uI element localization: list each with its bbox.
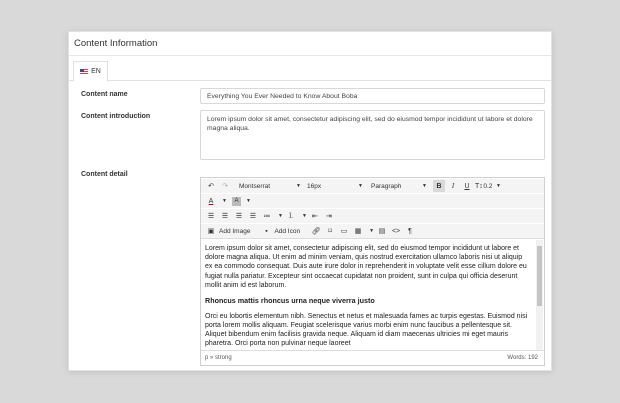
language-tabs xyxy=(69,56,551,81)
word-count: Words: 192 xyxy=(507,355,538,361)
editor-paragraph-2: Orci eu lobortis elementum nibh. Senectus et netus et malesuada fames ac turpis egestas. Euismod nisi porta lorem mollis aliquam. Feugiat scelerisque varius morbi enim nunc faucibus a pellentesque sit. Aliquet bibendum enim facilisis gravida neque. Aliquam id diam maecenas ultricies mi eget mauris pharetra. Orci porta non pulvinar neque laoreet xyxy=(205,312,528,348)
tab-en-label: EN xyxy=(91,68,101,75)
editor-toolbar-row-2 xyxy=(201,194,544,208)
chevron-down-icon[interactable]: ▼ xyxy=(278,213,283,219)
content-introduction-textarea[interactable]: Lorem ipsum dolor sit amet, consectetur adipiscing elit, sed do eiusmod tempor incididunt ut labore et dolore magna aliqua. xyxy=(200,110,545,160)
font-family-select[interactable] xyxy=(239,180,301,192)
text-color-icon[interactable]: A xyxy=(208,197,214,205)
bold-button[interactable]: B xyxy=(433,180,445,192)
bookmark-icon[interactable]: ⌑ xyxy=(328,228,332,235)
media-icon[interactable]: ▭ xyxy=(340,228,348,235)
link-icon[interactable]: 🔗︎ xyxy=(311,228,321,235)
underline-button[interactable]: U xyxy=(464,182,470,190)
align-justify-icon[interactable]: ☰ xyxy=(249,213,257,220)
card-title: Content Information xyxy=(69,32,551,56)
background-color-icon[interactable]: A xyxy=(232,197,241,206)
bullet-list-icon[interactable]: ≔ xyxy=(263,213,271,220)
content-introduction-label: Content introduction xyxy=(81,113,151,120)
editor-scrollbar-thumb[interactable] xyxy=(537,246,542,306)
chevron-down-icon[interactable]: ▼ xyxy=(301,213,307,219)
content-detail-label: Content detail xyxy=(81,171,128,178)
editor-paragraph-1: Lorem ipsum dolor sit amet, consectetur adipiscing elit, sed do eiusmod tempor incididunt ut labore et dolore magna aliqua. Ut enim ad minim veniam, quis nostrud exercitation ullamco laboris nisi ut aliquip ex ea commodo consequat. Duis aute irure dolor in reprehenderit in voluptate velit esse cillum dolore eu fugiat nulla pariatur. Excepteur sint occaecat cupidatat non proident, sunt in culpa qui officia deserunt mollit anim id est laborum. xyxy=(205,245,527,289)
image-icon: ▣ xyxy=(207,228,215,235)
chevron-down-icon[interactable]: ▼ xyxy=(222,198,227,204)
editor-toolbar-row-1 xyxy=(201,179,544,193)
indent-icon[interactable]: ⇥ xyxy=(325,213,332,220)
outdent-icon[interactable]: ⇤ xyxy=(311,213,318,220)
content-name-input[interactable]: Everything You Ever Needed to Know About Boba xyxy=(200,88,545,104)
italic-button[interactable]: I xyxy=(451,182,455,190)
editor-content-area[interactable] xyxy=(201,238,544,352)
editor-toolbar-row-4 xyxy=(201,224,544,238)
chevron-down-icon: ▼ xyxy=(422,183,427,189)
align-right-icon[interactable]: ☰ xyxy=(235,213,243,220)
add-icon-button[interactable]: Add Icon xyxy=(274,227,301,235)
align-left-icon[interactable]: ☰ xyxy=(207,213,215,220)
chevron-down-icon[interactable]: ▼ xyxy=(245,198,251,204)
element-path: p » strong xyxy=(205,355,232,361)
editor-toolbar-row-3 xyxy=(201,209,544,223)
content-information-card xyxy=(68,31,552,371)
editor-heading: Rhoncus mattis rhoncus urna neque viverra justo xyxy=(205,296,375,306)
line-height-select[interactable] xyxy=(475,180,501,192)
align-center-icon[interactable]: ☰ xyxy=(221,213,229,220)
numbered-list-icon[interactable]: ⒈ xyxy=(287,213,295,220)
editor-scrollbar[interactable] xyxy=(536,240,543,351)
block-format-value: Paragraph xyxy=(371,182,402,190)
code-icon[interactable]: <> xyxy=(391,227,401,235)
chevron-down-icon[interactable]: ▼ xyxy=(369,228,375,234)
paragraph-mark-icon[interactable]: ¶ xyxy=(408,227,412,235)
editor-statusbar xyxy=(201,350,544,365)
font-size-value: 16px xyxy=(307,182,322,190)
content-name-label: Content name xyxy=(81,91,128,98)
us-flag-icon xyxy=(80,69,88,74)
rich-text-editor xyxy=(200,177,545,366)
undo-icon[interactable]: ↶ xyxy=(208,183,214,190)
chevron-down-icon: ▼ xyxy=(358,183,363,189)
line-height-icon: T↕ xyxy=(475,182,483,190)
add-image-button[interactable]: Add Image xyxy=(219,227,251,235)
chevron-down-icon: ▼ xyxy=(296,183,301,189)
redo-icon[interactable]: ↷ xyxy=(222,183,228,190)
block-format-select[interactable] xyxy=(371,180,427,192)
insert-image-icon[interactable]: ▤ xyxy=(378,228,386,235)
line-height-value: 0.2 xyxy=(483,182,493,190)
table-icon[interactable]: ▦ xyxy=(354,228,362,235)
chevron-down-icon: ▼ xyxy=(496,183,501,189)
font-family-value: Montserrat xyxy=(239,182,271,190)
icon-icon: ▪ xyxy=(265,227,268,235)
tab-en[interactable] xyxy=(73,61,108,82)
font-size-select[interactable] xyxy=(307,180,363,192)
